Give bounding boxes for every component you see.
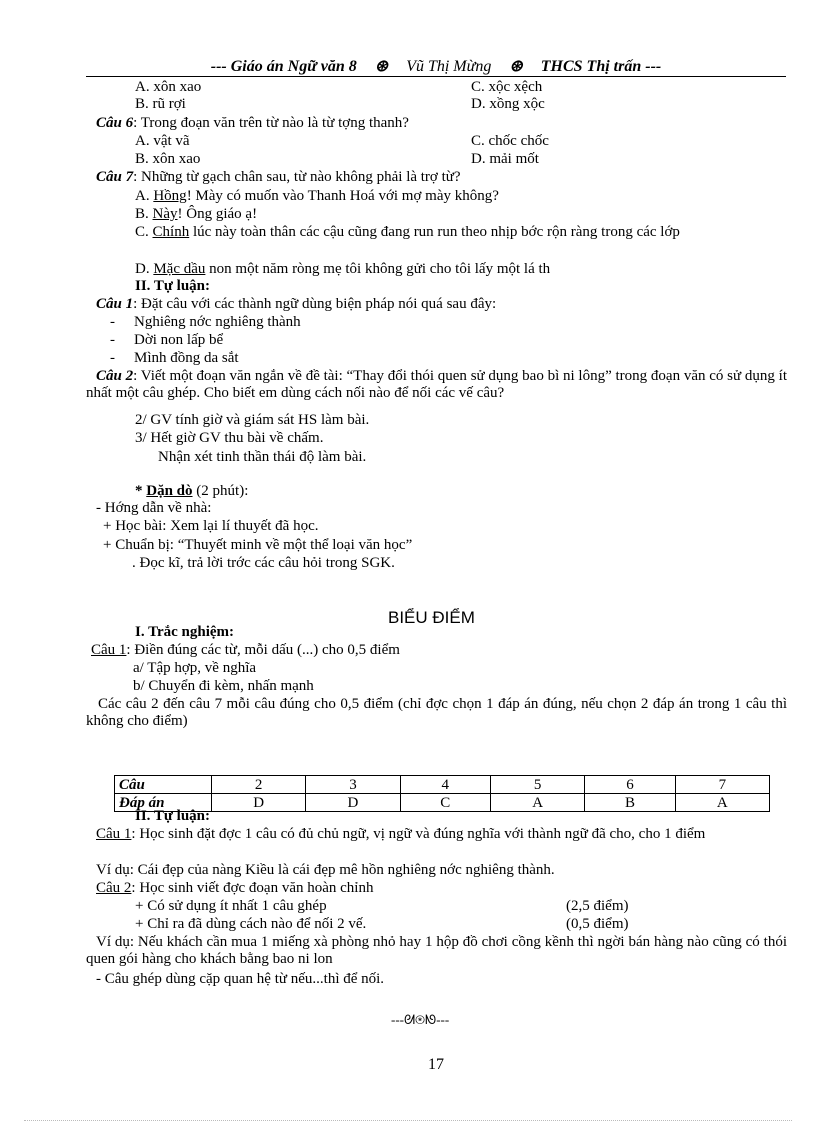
q6-option-b: B. xôn xao bbox=[135, 151, 201, 167]
scoring-c1: Câu 1: Điền đúng các từ, mỗi dấu (...) cho 0,5 điểm bbox=[91, 642, 400, 658]
table-cell: D bbox=[212, 794, 306, 812]
step-3-note: Nhận xét tinh thần thái độ làm bài. bbox=[158, 449, 367, 465]
header-separator-icon: ⊛ bbox=[374, 58, 389, 75]
idiom-item: - Dời non lấp bể bbox=[110, 332, 224, 348]
table-header-cell: Câu bbox=[115, 776, 212, 794]
underlined-word: Mặc dầu bbox=[153, 261, 206, 277]
step-2: 2/ GV tính giờ và giám sát HS làm bài. bbox=[135, 412, 370, 428]
scoring-c2-7: Các câu 2 đến câu 7 mỗi câu đúng cho 0,5 điểm (chỉ đợc chọn 1 đáp án đúng, nếu chọn 2 đáp án trong 1 câu thì không cho điểm) bbox=[86, 696, 787, 729]
table-header-cell: Đáp án bbox=[115, 794, 212, 812]
header-separator-icon: ⊛ bbox=[509, 58, 523, 75]
table-row bbox=[115, 776, 770, 794]
table-cell: A bbox=[490, 794, 584, 812]
table-cell: A bbox=[675, 794, 769, 812]
page-bottom-border bbox=[24, 1120, 792, 1121]
header-deco-left: --- bbox=[210, 58, 227, 75]
scoring-e2-example: Ví dụ: Nếu khách cần mua 1 miếng xà phòng nhỏ hay 1 hộp đồ chơi cồng kềnh thì ngời bán hàng nào cũng có thói quen gói hàng cho khách bằng bao ni lon bbox=[86, 934, 787, 967]
homework-line: - Hớng dẫn về nhà: bbox=[96, 500, 212, 516]
underlined-word: Hồng bbox=[153, 188, 187, 204]
star-icon: * bbox=[135, 483, 143, 499]
scoring-e2-item-2: + Chỉ ra đã dùng cách nào để nối 2 vế. bbox=[135, 916, 367, 932]
underlined-word: Này bbox=[152, 206, 178, 222]
q5-option-a: A. xôn xao bbox=[135, 79, 202, 95]
scoring-part-1: I. Trắc nghiệm: bbox=[135, 624, 235, 640]
table-cell: 2 bbox=[212, 776, 306, 794]
essay-question-1: Câu 1: Đặt câu với các thành ngữ dùng biện pháp nói quá sau đây: bbox=[96, 296, 497, 312]
answer-table bbox=[114, 775, 770, 812]
homework-line: + Chuẩn bị: “Thuyết minh về một thể loại văn học” bbox=[103, 537, 413, 553]
scoring-c1-a: a/ Tập hợp, về nghĩa bbox=[133, 660, 257, 676]
homework-title: * Dặn dò (2 phút): bbox=[135, 483, 249, 499]
scoring-title: BIỂU ĐIỂM bbox=[388, 608, 475, 627]
essay-heading: II. Tự luận: bbox=[135, 278, 211, 294]
q6-text: : Trong đoạn văn trên từ nào là từ tợng thanh? bbox=[133, 115, 409, 131]
header-rule bbox=[86, 76, 786, 77]
scoring-e2-item-2-points: (0,5 điểm) bbox=[566, 916, 629, 932]
q6-label: Câu 6 bbox=[96, 115, 134, 131]
q6-option-d: D. mải mốt bbox=[471, 151, 539, 167]
scoring-e2: Câu 2: Học sinh viết đợc đoạn văn hoàn chỉnh bbox=[96, 880, 374, 896]
q7-option-a: A. Hồng! Mày có muốn vào Thanh Hoá với mợ mày không? bbox=[135, 188, 499, 204]
scoring-c1-b: b/ Chuyển đi kèm, nhấn mạnh bbox=[133, 678, 314, 694]
scoring-e1-example: Ví dụ: Cái đẹp của nàng Kiều là cái đẹp mê hồn nghiêng nớc nghiêng thành. bbox=[96, 862, 555, 878]
table-cell: 5 bbox=[490, 776, 584, 794]
q7-text: : Những từ gạch chân sau, từ nào không phải là trợ từ? bbox=[133, 169, 461, 185]
q5-option-c: C. xộc xệch bbox=[471, 79, 543, 95]
table-cell: 4 bbox=[400, 776, 490, 794]
q7-question bbox=[96, 169, 461, 186]
table-cell: B bbox=[585, 794, 675, 812]
table-cell: 3 bbox=[306, 776, 400, 794]
table-cell: 6 bbox=[585, 776, 675, 794]
page-number: 17 bbox=[428, 1056, 444, 1073]
end-ornament-icon: ---ᘛ⊛ᘚ--- bbox=[391, 1012, 450, 1027]
q7-option-c: C. Chính lúc này toàn thân các cậu cũng đang run run theo nhịp bớc rộn ràng trong các lớp bbox=[135, 224, 680, 240]
header-deco-right: --- bbox=[645, 58, 662, 75]
q6-question bbox=[96, 115, 409, 132]
table-cell: C bbox=[400, 794, 490, 812]
q5-option-d: D. xồng xộc bbox=[471, 96, 545, 112]
scoring-e2-item-1-points: (2,5 điểm) bbox=[566, 898, 629, 914]
q5-option-b: B. rũ rợi bbox=[135, 96, 186, 112]
q7-option-d: D. Mặc dầu non một năm ròng mẹ tôi không gửi cho tôi lấy một lá th bbox=[135, 261, 551, 277]
q7-label: Câu 7 bbox=[96, 169, 134, 185]
table-cell: D bbox=[306, 794, 400, 812]
q7-option-b: B. Này! Ông giáo ạ! bbox=[135, 206, 258, 222]
header-author: Vũ Thị Mừng bbox=[406, 58, 492, 75]
header-school: THCS Thị trấn bbox=[540, 58, 642, 75]
scoring-part-2: II. Tự luận: bbox=[135, 808, 211, 824]
header-course: Giáo án Ngữ văn 8 bbox=[230, 58, 357, 75]
table-cell: 7 bbox=[675, 776, 769, 794]
step-3: 3/ Hết giờ GV thu bài về chấm. bbox=[135, 430, 324, 446]
idiom-item: - Nghiêng nớc nghiêng thành bbox=[110, 314, 301, 330]
idiom-item: - Mình đồng da sắt bbox=[110, 350, 239, 366]
homework-line: . Đọc kĩ, trả lời trớc các câu hỏi trong SGK. bbox=[132, 555, 395, 571]
q6-option-c: C. chốc chốc bbox=[471, 133, 549, 149]
scoring-e1: Câu 1: Học sinh đặt đợc 1 câu có đủ chủ ngữ, vị ngữ và đúng nghĩa với thành ngữ đã cho, cho 1 điểm bbox=[96, 826, 706, 842]
scoring-e2-note: - Câu ghép dùng cặp quan hệ từ nếu...thì để nối. bbox=[96, 971, 385, 987]
q6-option-a: A. vật vã bbox=[135, 133, 190, 149]
underlined-word: Chính bbox=[152, 224, 190, 240]
essay-question-2: Câu 2: Viết một đoạn văn ngắn về đề tài: “Thay đổi thói quen sử dụng bao bì ni lông” trong đoạn văn có sử dụng ít nhất một câu ghép. Cho biết em dùng cách nối nào để nối các vế câu? bbox=[86, 368, 787, 401]
scoring-e2-item-1: + Có sử dụng ít nhất 1 câu ghép bbox=[135, 898, 327, 914]
page-header bbox=[86, 56, 786, 76]
table-row bbox=[115, 794, 770, 812]
homework-line: + Học bài: Xem lại lí thuyết đã học. bbox=[103, 518, 319, 534]
